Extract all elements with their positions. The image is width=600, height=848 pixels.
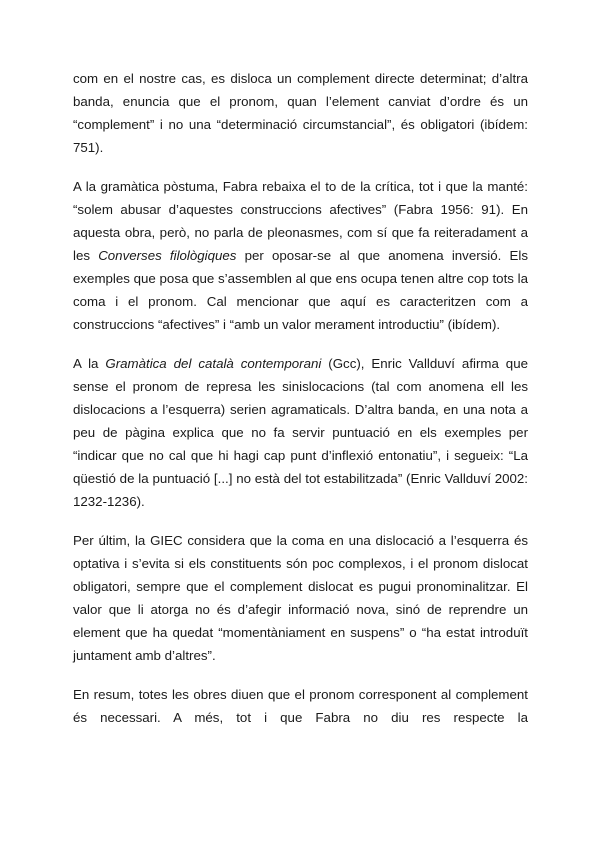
paragraph-3-italic-title: Gramàtica del català contemporani bbox=[105, 356, 322, 371]
paragraph-4-text: Per últim, la GIEC considera que la coma en una dislocació a l’esquerra és optativa i s’evita si els constituents són poc complexos, i el pronom dislocat obligatori, sempre que el complement dislocat es pugui pronominalitzar. El valor que li atorga no és d’afegir informació nova, sinó de reprendre un element que ha quedat “momentàniament en suspens” o “ha estat introduït juntament amb d’altres”. bbox=[73, 533, 528, 663]
paragraph-2-text-b: per oposar-se al que anomena inversió. Els exemples que posa que s’assemblen al que ens ocupa tenen altre cop tots la coma i el pronom. Cal mencionar que aquí es caracteritzen com a construccions “afectives” i “amb un valor merament introductiu” (ibídem). bbox=[73, 248, 528, 332]
paragraph-4 bbox=[73, 529, 528, 667]
paragraph-3-text-a: A la bbox=[73, 356, 106, 371]
paragraph-5-text: En resum, totes les obres diuen que el pronom corresponent al complement és necessari. A més, tot i que Fabra no diu res respecte la bbox=[73, 687, 528, 725]
paragraph-2-italic-title: Converses filològiques bbox=[98, 248, 237, 263]
paragraph-3 bbox=[73, 352, 528, 513]
paragraph-2-text-a: A la gramàtica pòstuma, Fabra rebaixa el to de la crítica, tot i que la manté: “solem abusar d’aquestes construccions afectives” (Fabra 1956: 91). En aquesta obra, però, no parla de pleonasmes, com sí que fa reiteradament a les bbox=[73, 179, 528, 263]
paragraph-5 bbox=[73, 683, 528, 729]
paragraph-1 bbox=[73, 67, 528, 159]
paragraph-3-text-b: (Gcc), Enric Vallduví afirma que sense el pronom de represa les sinislocacions (tal com anomena ell les dislocacions a l’esquerra) serien agramaticals. D’altra banda, en una nota a peu de pàgina explica que no fa servir puntuació en els exemples per “indicar que no cal que hi hagi cap punt d’inflexió entonatiu”, i segueix: “La qüestió de la puntuació [...] no està del tot estabilitzada” (Enric Vallduví 2002: 1232-1236). bbox=[73, 356, 528, 509]
paragraph-1-text: com en el nostre cas, es disloca un complement directe determinat; d’altra banda, enuncia que el pronom, quan l’element canviat d’ordre és un “complement” i no una “determinació circumstancial”, és obligatori (ibídem: 751). bbox=[73, 71, 528, 155]
paragraph-2 bbox=[73, 175, 528, 336]
